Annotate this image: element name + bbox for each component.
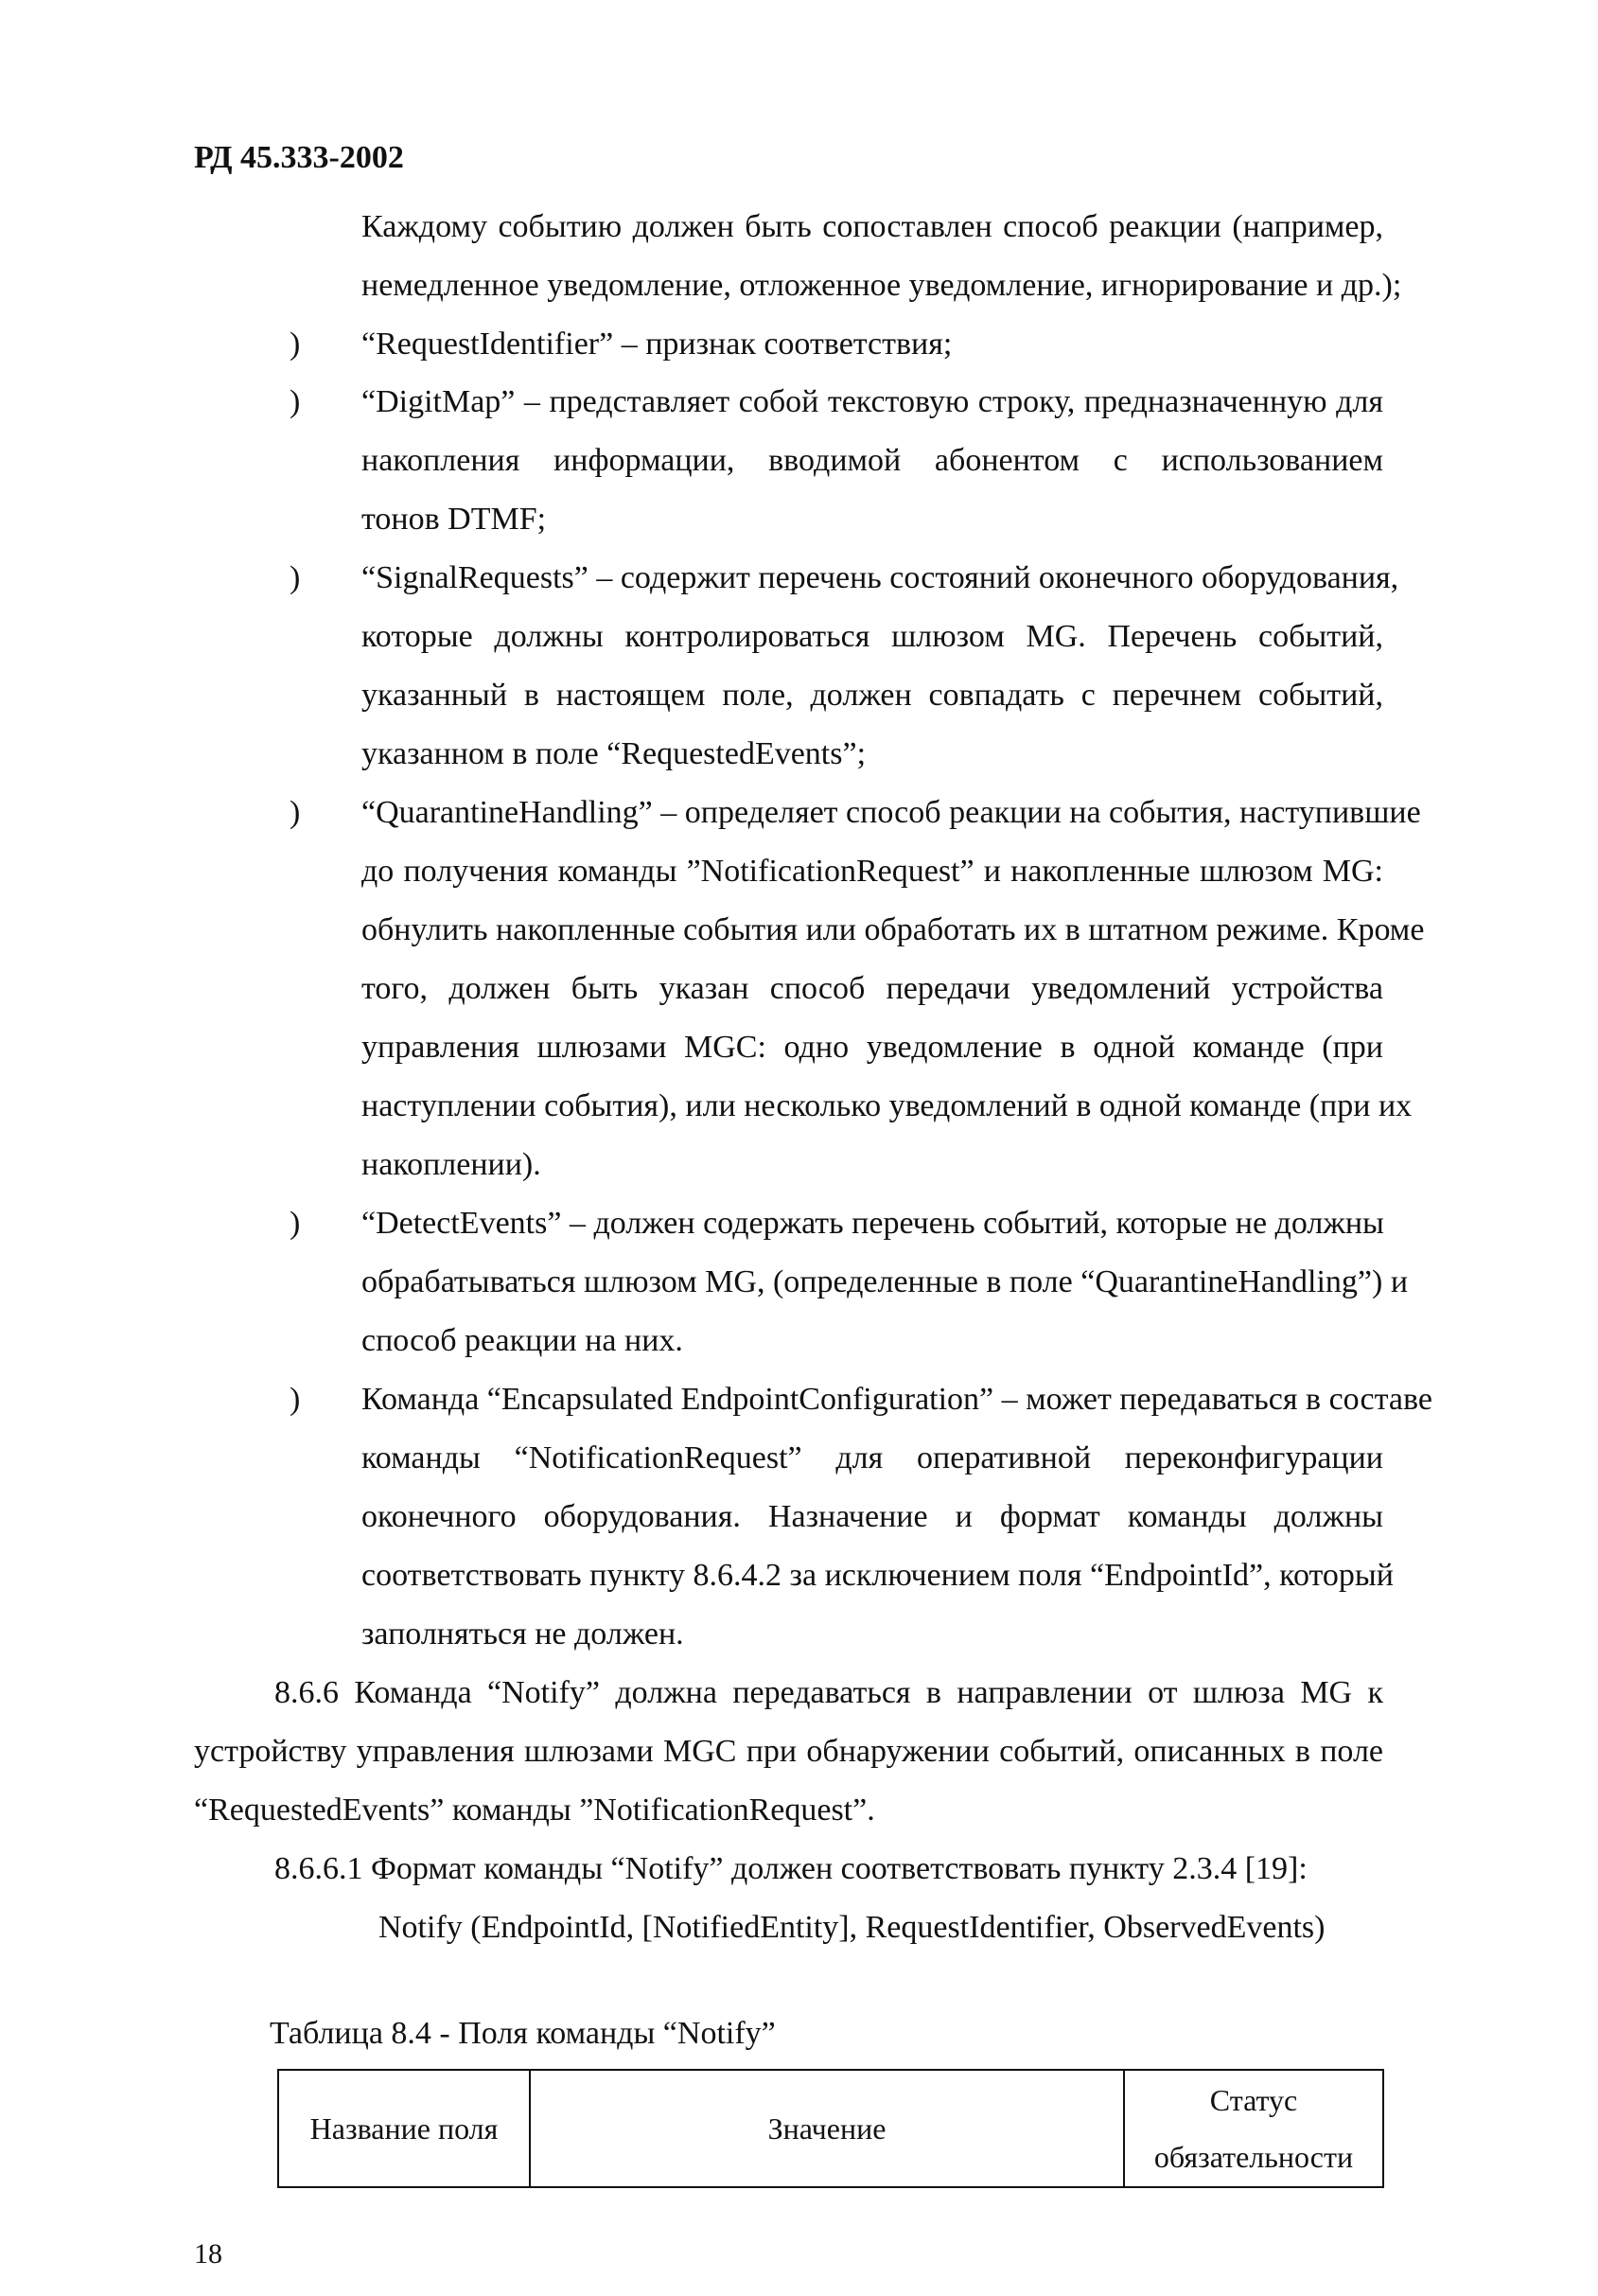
text-line: указанном в поле “RequestedEvents”; [361, 736, 867, 771]
text-line: до получения команды ”NotificationRequest” и накопленные шлюзом MG: [361, 854, 1383, 889]
table-caption: Таблица 8.4 - Поля команды “Notify” [270, 2016, 776, 2051]
column-header-line: Статус [1209, 2083, 1298, 2117]
command-signature: Notify (EndpointId, [NotifiedEntity], RequestIdentifier, ObservedEvents) [378, 1910, 1326, 1945]
text-line: 8.6.6 Команда “Notify” должна передаваться в направлении от шлюза MG к [274, 1675, 1383, 1710]
text-line: которые должны контролироваться шлюзом MG. Перечень событий, [361, 619, 1383, 654]
text-line: накоплении). [361, 1147, 541, 1182]
column-header: Значение [530, 2070, 1124, 2187]
text-line: “RequestIdentifier” – признак соответствия; [361, 327, 953, 362]
notify-fields-table [277, 2069, 1384, 2188]
list-marker: ) [290, 795, 301, 830]
column-header-status [1124, 2070, 1383, 2187]
text-line: способ реакции на них. [361, 1323, 683, 1358]
text-line: накопления информации, вводимой абонентом с использованием [361, 443, 1383, 478]
column-header-line: обязательности [1153, 2140, 1354, 2174]
text-line: “DigitMap” – представляет собой текстовую строку, предназначенную для [361, 384, 1383, 419]
text-line: тонов DTMF; [361, 502, 547, 537]
text-line: “QuarantineHandling” – определяет способ реакции на события, наступившие [361, 795, 1421, 830]
text-line: “DetectEvents” – должен содержать перечень событий, которые не должны [361, 1206, 1384, 1241]
list-marker: ) [290, 1206, 301, 1241]
text-line: обнулить накопленные события или обработать их в штатном режиме. Кроме [361, 912, 1425, 947]
text-line: оконечного оборудования. Назначение и формат команды должны [361, 1499, 1383, 1534]
document-code: РД 45.333-2002 [194, 140, 404, 175]
text-line: устройству управления шлюзами MGC при обнаружении событий, описанных в поле [194, 1734, 1383, 1769]
table-header-row [278, 2070, 1383, 2187]
text-line: команды “NotificationRequest” для оперативной переконфигурации [361, 1440, 1383, 1475]
text-line: управления шлюзами MGC: одно уведомление в одной команде (при [361, 1030, 1383, 1065]
column-header: Название поля [278, 2070, 530, 2187]
text-line: обрабатываться шлюзом MG, (определенные в поле “QuarantineHandling”) и [361, 1264, 1409, 1299]
text-line: наступлении события), или несколько уведомлений в одной команде (при их [361, 1088, 1413, 1123]
text-line: соответствовать пункту 8.6.4.2 за исключением поля “EndpointId”, который [361, 1558, 1394, 1593]
list-marker: ) [290, 560, 301, 595]
page-number: 18 [194, 2238, 222, 2270]
list-marker: ) [290, 1382, 301, 1417]
list-marker: ) [290, 384, 301, 419]
text-line: “SignalRequests” – содержит перечень состояний оконечного оборудования, [361, 560, 1399, 595]
list-marker: ) [290, 327, 301, 362]
text-line: Команда “Encapsulated EndpointConfiguration” – может передаваться в составе [361, 1382, 1432, 1417]
text-line: 8.6.6.1 Формат команды “Notify” должен соответствовать пункту 2.3.4 [19]: [274, 1851, 1308, 1886]
text-line: заполняться не должен. [361, 1616, 684, 1651]
text-line: немедленное уведомление, отложенное уведомление, игнорирование и др.); [361, 268, 1402, 303]
text-line: указанный в настоящем поле, должен совпадать с перечнем событий, [361, 678, 1383, 713]
text-line: Каждому событию должен быть сопоставлен способ реакции (например, [361, 209, 1383, 244]
text-line: того, должен быть указан способ передачи уведомлений устройства [361, 971, 1383, 1006]
text-line: “RequestedEvents” команды ”NotificationRequest”. [194, 1793, 875, 1828]
